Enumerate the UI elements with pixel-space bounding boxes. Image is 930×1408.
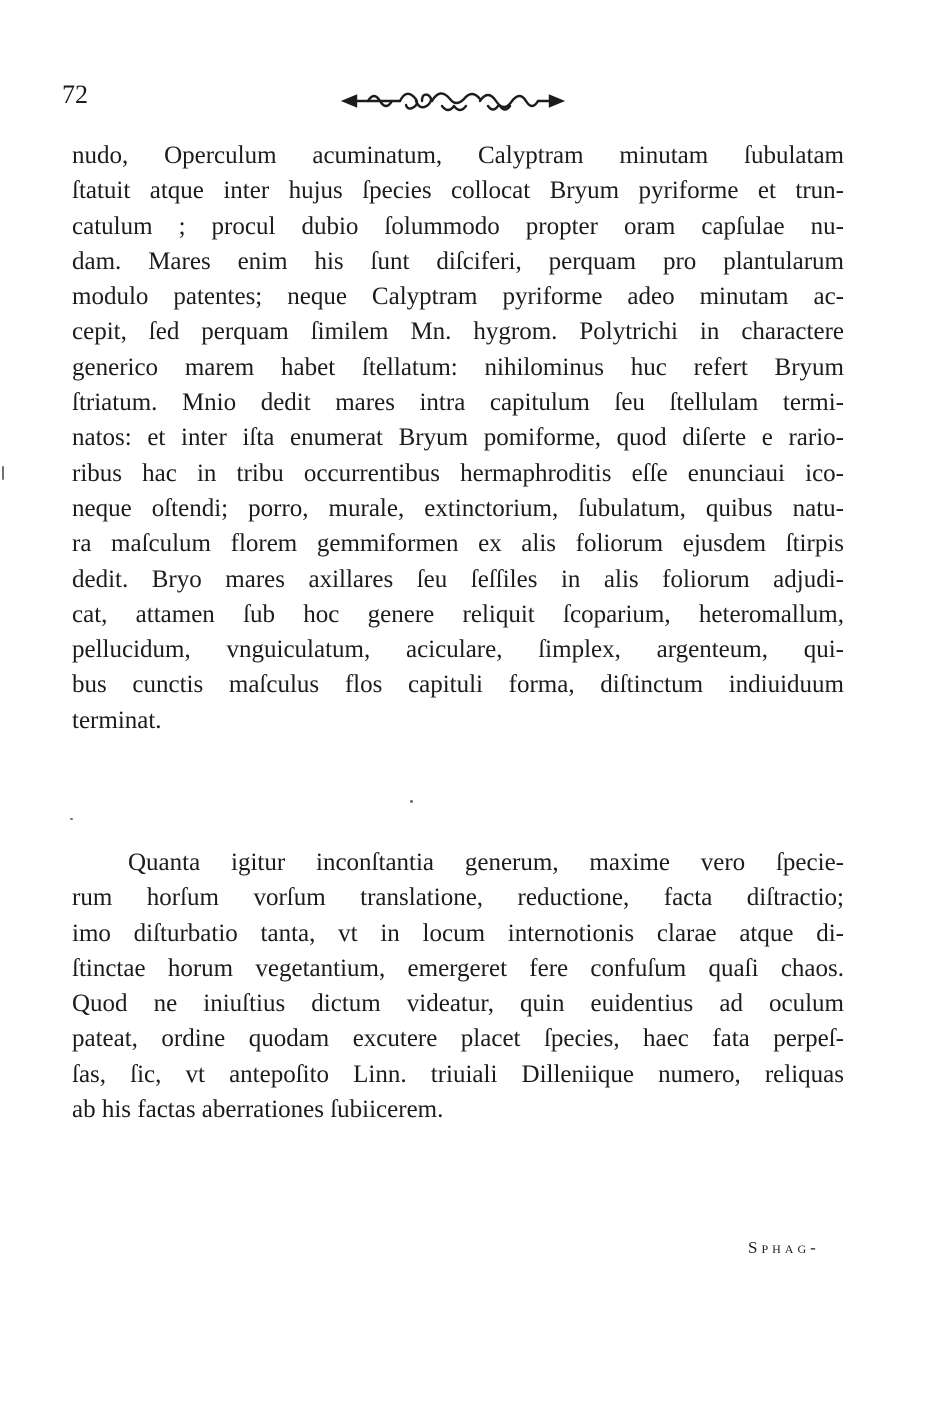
text-line: imo diſturbatio tanta, vt in locum internotionis clarae atque di- bbox=[72, 919, 844, 947]
text-line: ribus hac in tribu occurrentibus hermaphroditis eſſe enunciaui ico- bbox=[72, 459, 844, 487]
paragraph-2 bbox=[72, 845, 844, 1127]
paper-speck bbox=[2, 466, 4, 480]
text-line: cat, attamen ſub hoc genere reliquit ſcoparium, heteromallum, bbox=[72, 600, 844, 628]
page-number: 72 bbox=[62, 80, 88, 109]
text-line: ab his factas aberrationes ſubiicerem. bbox=[72, 1096, 444, 1124]
text-line: catulum ; procul dubio ſolummodo propter oram capſulae nu- bbox=[72, 212, 844, 240]
catchword: Sphag- bbox=[748, 1238, 820, 1257]
text-line: ſtatuit atque inter hujus ſpecies collocat Bryum pyriforme et trun- bbox=[72, 177, 844, 205]
text-line: ſas, ſic, vt antepoſito Linn. triuiali Dilleniique numero, reliquas bbox=[72, 1060, 844, 1088]
text-line: ſtriatum. Mnio dedit mares intra capitulum ſeu ſtellulam termi- bbox=[72, 389, 844, 417]
text-line: bus cunctis maſculus flos capituli forma, diſtinctum indiuiduum bbox=[72, 671, 844, 699]
text-line: natos: et inter iſta enumerat Bryum pomiforme, quod diſerte e rario- bbox=[72, 424, 844, 452]
text-line: dam. Mares enim his ſunt diſciferi, perquam pro plantularum bbox=[72, 247, 844, 275]
text-line: terminat. bbox=[72, 706, 162, 734]
text-line: neque oſtendi; porro, murale, extinctorium, ſubulatum, quibus natu- bbox=[72, 494, 844, 522]
text-line: Quod ne iniuſtius dictum videatur, quin euidentius ad oculum bbox=[72, 990, 844, 1018]
text-line: ſtinctae horum vegetantium, emergeret fere confuſum quaſi chaos. bbox=[72, 954, 844, 982]
text-line: dedit. Bryo mares axillares ſeu ſeſſiles in alis foliorum adjudi- bbox=[72, 565, 844, 593]
paragraph-1 bbox=[72, 138, 844, 738]
text-line: rum horſum vorſum translatione, reductione, facta diſtractio; bbox=[72, 884, 844, 912]
text-line: Quanta igitur inconſtantia generum, maxime vero ſpecie- bbox=[128, 849, 844, 876]
paper-speck bbox=[70, 818, 73, 820]
text-line: generico marem habet ſtellatum: nihilominus huc refert Bryum bbox=[72, 353, 844, 381]
paper-speck bbox=[410, 800, 413, 803]
ornament-headpiece-icon bbox=[338, 84, 568, 118]
text-line: pellucidum, vnguiculatum, aciculare, ſimplex, argenteum, qui- bbox=[72, 636, 844, 664]
text-line: cepit, ſed perquam ſimilem Mn. hygrom. Polytrichi in charactere bbox=[72, 318, 844, 346]
text-line: pateat, ordine quodam excutere placet ſpecies, haec fata perpeſ- bbox=[72, 1025, 844, 1053]
text-line: modulo patentes; neque Calyptram pyriforme adeo minutam ac- bbox=[72, 283, 844, 311]
text-line: nudo, Operculum acuminatum, Calyptram minutam ſubulatam bbox=[72, 142, 844, 169]
text-line: ra maſculum florem gemmiformen ex alis foliorum ejusdem ſtirpis bbox=[72, 530, 844, 558]
